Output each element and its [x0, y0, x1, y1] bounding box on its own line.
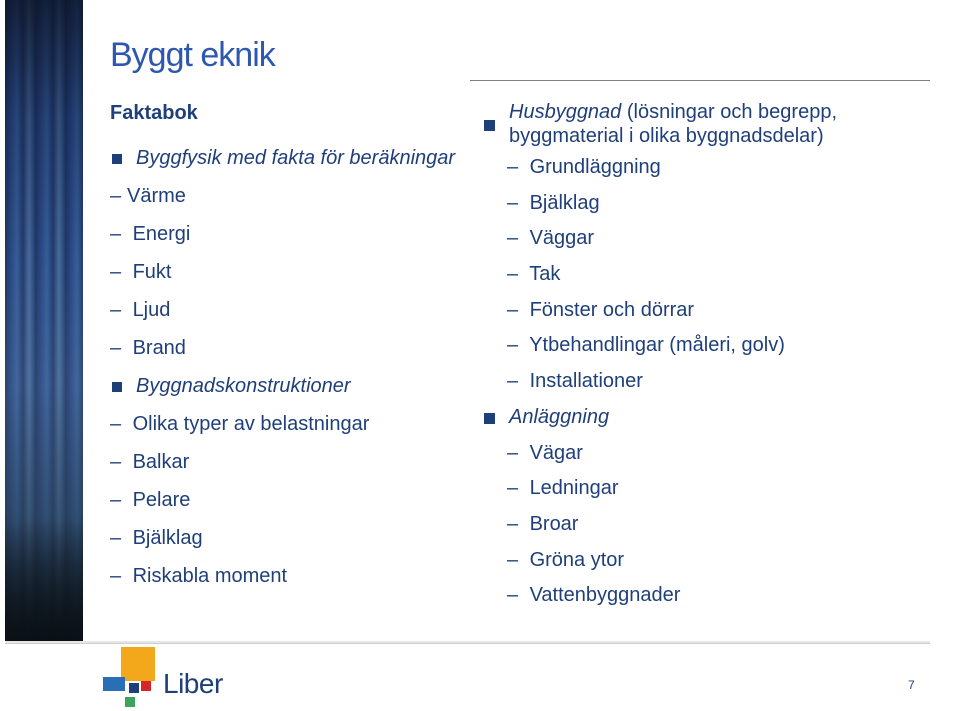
footer-divider [5, 641, 930, 644]
list-item-bullet: Anläggning [483, 400, 837, 436]
slide-subtitle: Faktabok [110, 102, 198, 124]
logo-blue-block [103, 677, 125, 691]
title-divider [470, 80, 930, 81]
right-column [483, 99, 837, 614]
list-item-sub: – Olika typer av belastningar [110, 413, 370, 435]
list-item-sub: – Broar [507, 512, 579, 535]
square-bullet-icon [112, 382, 122, 392]
list-item-sub: – Ledningar [507, 477, 619, 500]
square-bullet-icon [484, 120, 495, 131]
logo-navy-block [129, 683, 139, 693]
list-item-sub: – Bjälklag [507, 191, 600, 214]
left-column [110, 139, 455, 595]
list-item-sub: – Grundläggning [507, 156, 661, 178]
list-item-sub: – Balkar [110, 451, 190, 473]
logo-green-block [125, 697, 135, 707]
list-item-sub: – Tak [507, 263, 561, 286]
logo-text: Liber [163, 668, 223, 699]
list-item-sub: – Brand [110, 337, 186, 359]
square-bullet-icon [112, 154, 122, 164]
list-item-sub: – Värme [110, 185, 186, 207]
list-item-sub: – Vägar [507, 441, 583, 464]
list-item-sub: – Fukt [110, 261, 172, 283]
list-item-bullet: Byggnadskonstruktioner [110, 367, 455, 405]
logo-red-block [141, 681, 151, 691]
page-number: 7 [908, 678, 915, 692]
list-item-bullet: Husbyggnad (lösningar och begrepp, byggmaterial i olika byggnadsdelar) [483, 99, 837, 150]
decorative-photo-band [5, 0, 83, 641]
logo-orange-block [121, 647, 155, 681]
list-item-sub: – Bjälklag [110, 527, 203, 549]
list-item-sub: – Vattenbyggnader [507, 584, 681, 607]
list-item-sub: – Riskabla moment [110, 565, 288, 587]
list-item-bullet: Byggfysik med fakta för beräkningar [110, 139, 455, 177]
list-item-sub: – Fönster och dörrar [507, 298, 695, 321]
list-item-sub: – Ljud [110, 299, 171, 321]
list-item-sub: – Pelare [110, 489, 191, 511]
list-item-sub: – Gröna ytor [507, 548, 625, 571]
list-item-sub: – Ytbehandlingar (måleri, golv) [507, 334, 785, 357]
list-item-sub: – Installationer [507, 370, 643, 393]
list-item-sub: – Energi [110, 223, 191, 245]
square-bullet-icon [484, 413, 495, 424]
list-item-sub: – Väggar [507, 227, 595, 250]
slide-title: Byggt eknik [110, 36, 275, 74]
